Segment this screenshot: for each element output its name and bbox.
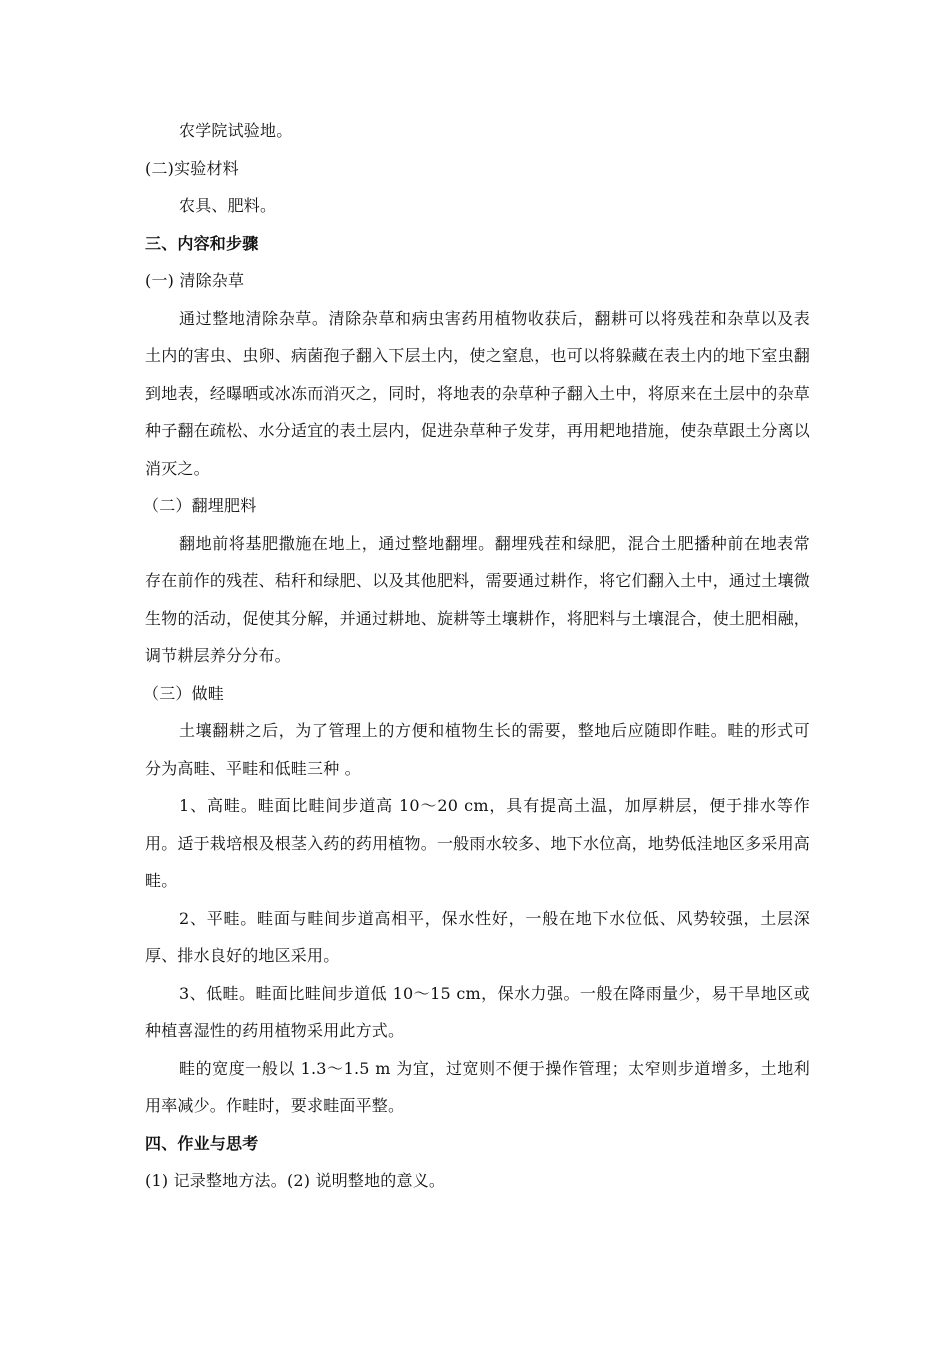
paragraph-bed-width: 畦的宽度一般以 1.3～1.5 m 为宜，过宽则不便于操作管理；太窄则步道增多，土地利用率减少。作畦时，要求畦面平整。 — [145, 1058, 810, 1115]
heading-remove-weeds: (一) 清除杂草 — [145, 271, 245, 290]
document-page — [145, 112, 810, 1200]
heading-make-beds: （三）做畦 — [143, 683, 225, 703]
heading-content-steps: 三、内容和步骤 — [145, 233, 259, 253]
paragraph-remove-weeds: 通过整地清除杂草。清除杂草和病虫害药用植物收获后，翻耕可以将残茬和杂草以及表土内的害虫、虫卵、病菌孢子翻入下层土内，使之窒息，也可以将躲藏在表土内的地下室虫翻到地表，经曝晒或冰冻而消灭之，同时，将地表的杂草种子翻入土中，将原来在土层中的杂草种子翻在疏松、水分适宜的表土层内，促进杂草种子发芽，再用耙地措施，使杂草跟土分离以消灭之。 — [145, 308, 810, 478]
paragraph-low-bed: 3、低畦。畦面比畦间步道低 10～15 cm，保水力强。一般在降雨量少，易干旱地区或种植喜湿性的药用植物采用此方式。 — [145, 983, 810, 1040]
paragraph-bury-fertilizer: 翻地前将基肥撒施在地上，通过整地翻埋。翻埋残茬和绿肥，混合土肥播种前在地表常存在前作的残茬、秸秆和绿肥、以及其他肥料，需要通过耕作，将它们翻入土中，通过土壤微生物的活动，促使其分解，并通过耕地、旋耕等土壤耕作，将肥料与土壤混合，使土肥相融，调节耕层养分分布。 — [145, 533, 810, 665]
paragraph-homework-items: (1) 记录整地方法。(2) 说明整地的意义。 — [145, 1171, 446, 1190]
paragraph-test-site: 农学院试验地。 — [179, 121, 293, 140]
paragraph-materials: 农具、肥料。 — [179, 196, 277, 215]
paragraph-bed-types: 土壤翻耕之后，为了管理上的方便和植物生长的需要，整地后应随即作畦。畦的形式可分为高畦、平畦和低畦三种 。 — [145, 721, 810, 778]
heading-bury-fertilizer: （二）翻埋肥料 — [143, 496, 257, 515]
heading-experiment-materials: (二)实验材料 — [145, 158, 239, 178]
paragraph-high-bed: 1、高畦。畦面比畦间步道高 10～20 cm，具有提高土温，加厚耕层，便于排水等作用。适于栽培根及根茎入药的药用植物。一般雨水较多、地下水位高，地势低洼地区多采用高畦。 — [145, 796, 810, 890]
heading-homework: 四、作业与思考 — [145, 1133, 259, 1153]
paragraph-flat-bed: 2、平畦。畦面与畦间步道高相平，保水性好，一般在地下水位低、风势较强，土层深厚、排水良好的地区采用。 — [145, 908, 810, 965]
